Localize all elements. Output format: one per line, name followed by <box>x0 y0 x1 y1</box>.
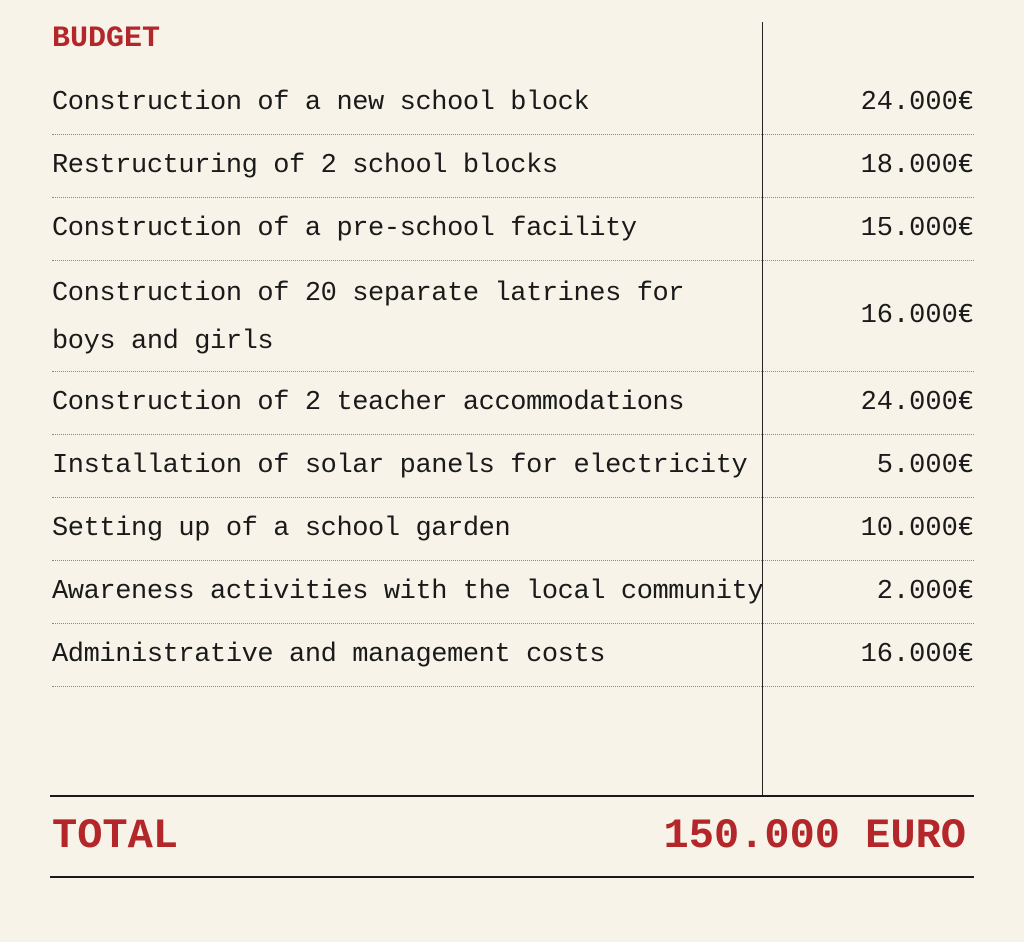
budget-row <box>52 435 974 498</box>
budget-row <box>52 624 974 687</box>
budget-item-amount: 24.000€ <box>860 388 974 418</box>
budget-row <box>52 372 974 435</box>
budget-item-amount: 16.000€ <box>860 301 974 331</box>
budget-item-label: Construction of 20 separate latrines for boys and girls <box>52 278 685 357</box>
budget-row <box>52 261 974 372</box>
budget-item-label: Administrative and management costs <box>52 640 606 670</box>
budget-item-label: Awareness activities with the local community <box>52 577 764 607</box>
budget-item-amount: 24.000€ <box>860 88 974 118</box>
budget-item-amount: 18.000€ <box>860 151 974 181</box>
budget-item-amount: 5.000€ <box>876 451 974 481</box>
total-bottom-rule <box>50 876 974 878</box>
total-label: TOTAL <box>52 812 179 860</box>
budget-table <box>52 72 974 687</box>
budget-row <box>52 198 974 261</box>
budget-item-label: Installation of solar panels for electricity <box>52 451 748 481</box>
total-top-rule <box>50 795 974 797</box>
budget-item-label: Setting up of a school garden <box>52 514 511 544</box>
budget-item-amount: 10.000€ <box>860 514 974 544</box>
budget-item-amount: 2.000€ <box>876 577 974 607</box>
budget-row <box>52 498 974 561</box>
budget-item-label: Construction of a new school block <box>52 88 590 118</box>
budget-item-amount: 15.000€ <box>860 214 974 244</box>
budget-row <box>52 135 974 198</box>
budget-row <box>52 72 974 135</box>
budget-item-label: Construction of a pre-school facility <box>52 214 637 244</box>
budget-item-amount: 16.000€ <box>860 640 974 670</box>
budget-heading: BUDGET <box>52 22 161 56</box>
budget-row <box>52 561 974 624</box>
budget-item-label: Restructuring of 2 school blocks <box>52 151 558 181</box>
total-value: 150.000 EURO <box>663 812 966 860</box>
budget-item-label: Construction of 2 teacher accommodations <box>52 388 685 418</box>
